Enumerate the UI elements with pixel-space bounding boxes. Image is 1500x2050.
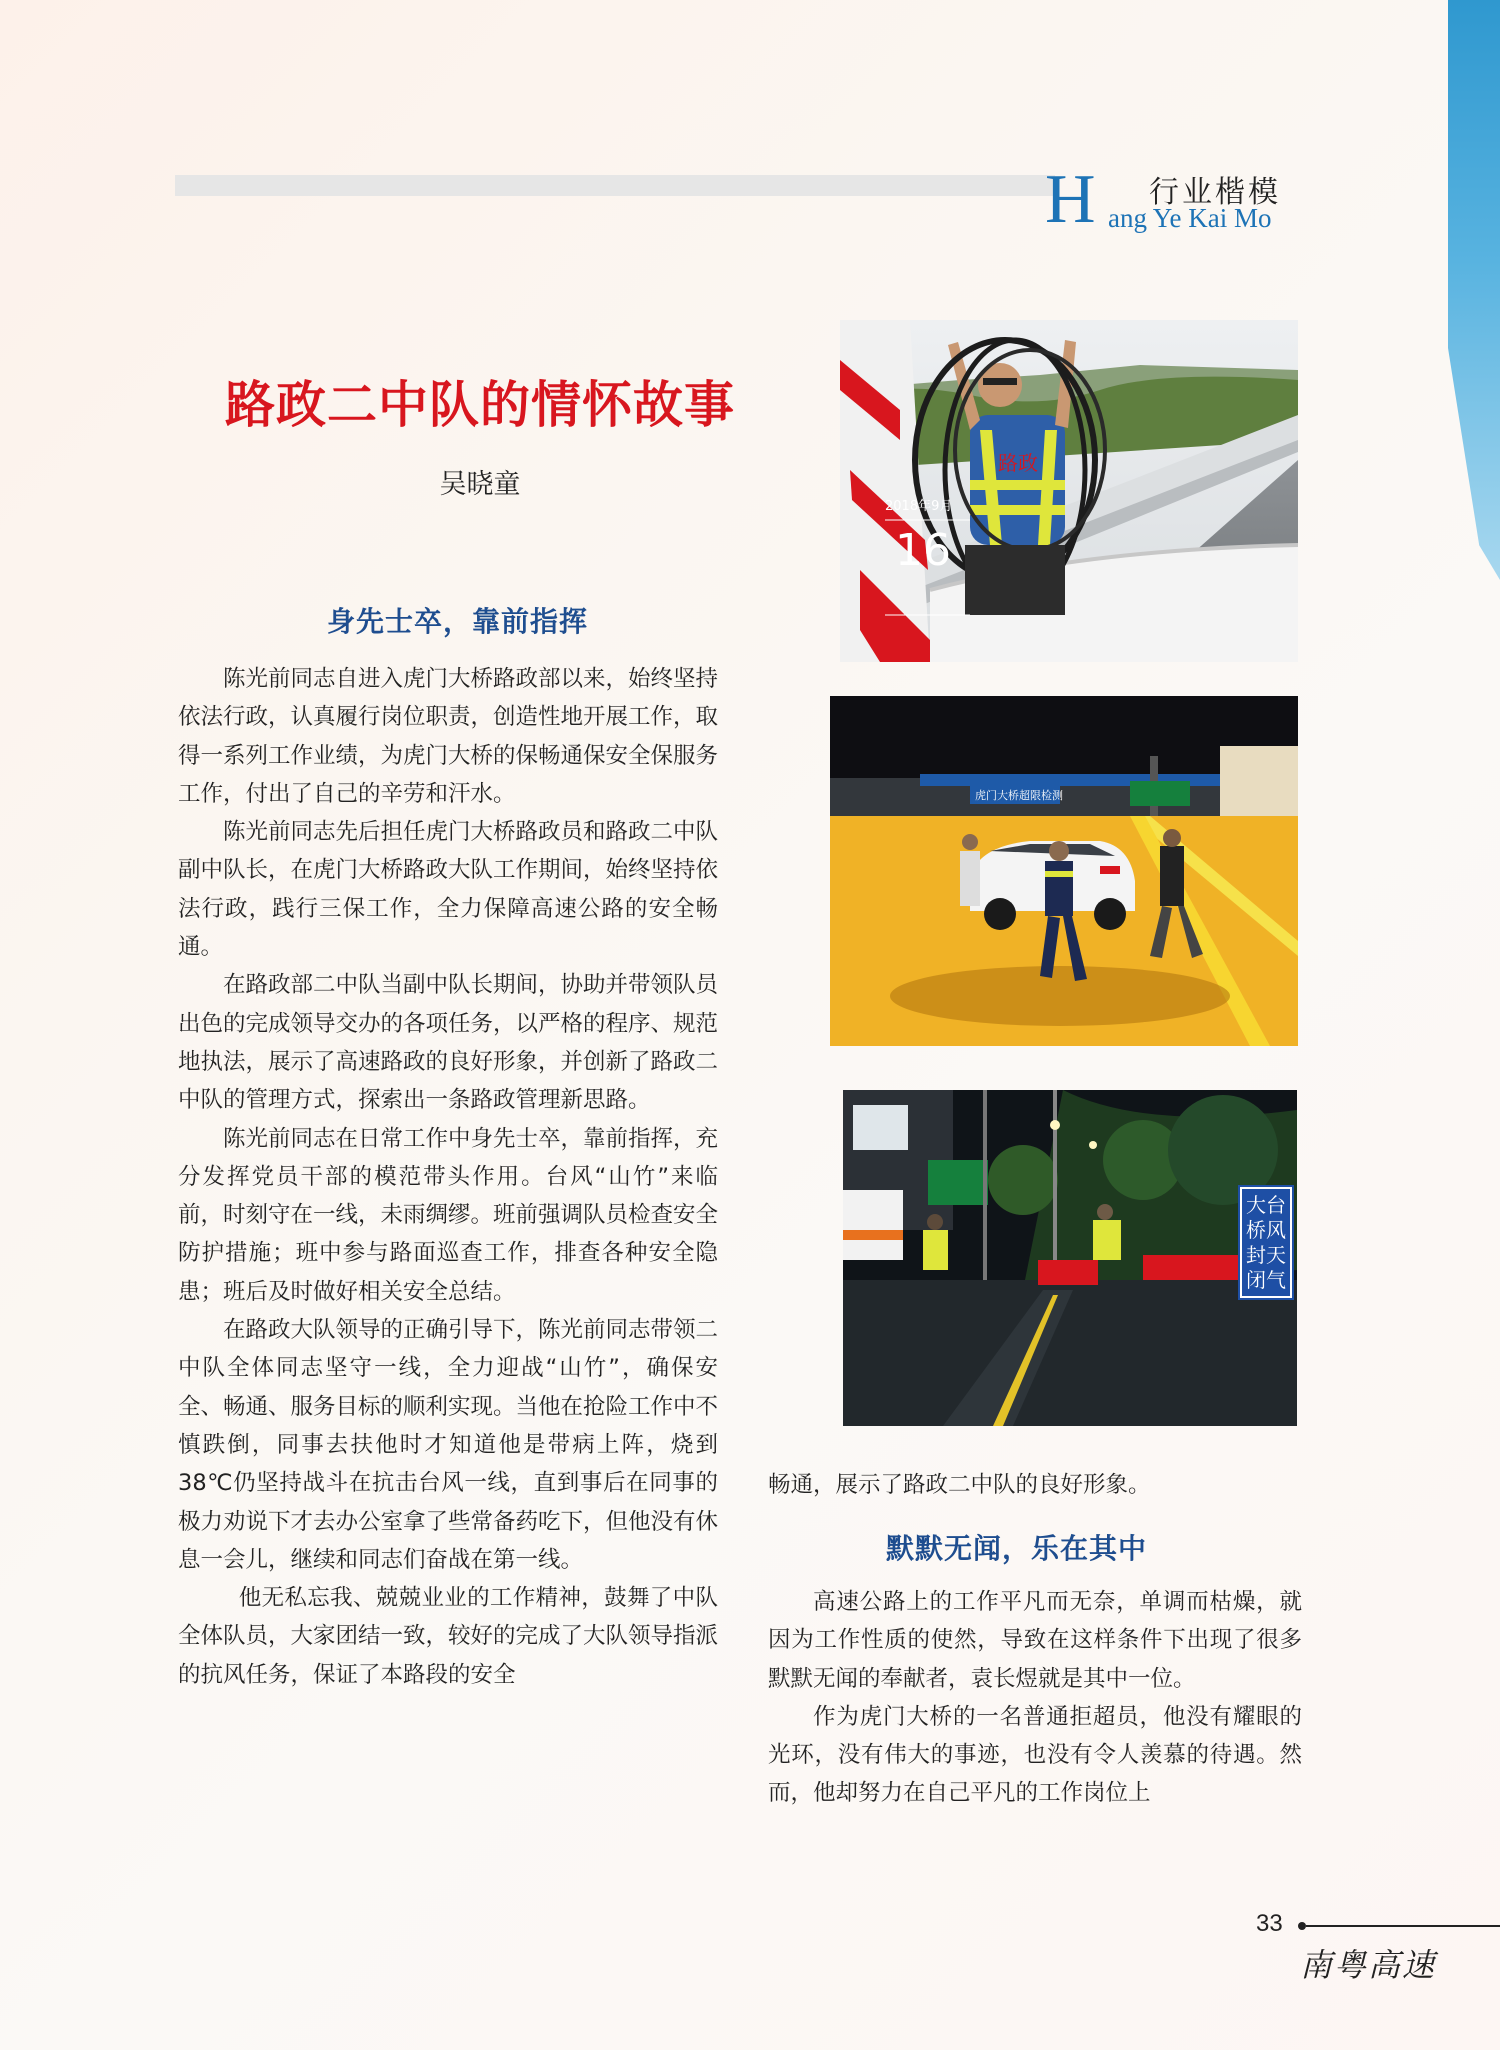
article-author: 吴晓童 bbox=[439, 469, 521, 500]
paragraph-continuation: 畅通，展示了路政二中队的良好形象。 bbox=[768, 1472, 1151, 1498]
header-pinyin: ang Ye Kai Mo bbox=[1108, 203, 1272, 233]
header-title: 行业楷模 bbox=[1149, 175, 1281, 210]
photo-day: 16 bbox=[895, 525, 951, 576]
header-initial: H bbox=[1045, 161, 1096, 238]
footer-rule bbox=[1306, 1925, 1500, 1927]
paragraph: 在路政部二中队当副中队长期间，协助并带领队员出色的完成领导交办的各项任务，以严格的程序、规范地执法，展示了高速路政的良好形象，并创新了路政二中队的管理方式，探索出一条路政管理新思路。 bbox=[178, 972, 719, 1114]
warning-sign-line: 封天 bbox=[1246, 1243, 1286, 1267]
paragraph: 他无私忘我、兢兢业业的工作精神，鼓舞了中队全体队员，大家团结一致，较好的完成了大队领导指派的抗风任务，保证了本路段的安全 bbox=[178, 1585, 719, 1688]
photo-pushing-car-at-toll bbox=[830, 696, 1298, 1046]
toll-sign-text: 虎门大桥超限检测 bbox=[975, 789, 1063, 802]
section-heading-2: 默默无闻，乐在其中 bbox=[886, 1532, 1148, 1565]
left-column bbox=[178, 660, 718, 1694]
photo-typhoon-road-closure bbox=[843, 1090, 1297, 1426]
paragraph: 陈光前同志在日常工作中身先士卒，靠前指挥，充分发挥党员干部的模范带头作用。台风“山竹”来临前，时刻守在一线，未雨绸缪。班前强调队员检查安全防护措施；班中参与路面巡查工作，排查各种安全隐患；班后及时做好相关安全总结。 bbox=[178, 1125, 719, 1305]
paragraph: 作为虎门大桥的一名普通拒超员，他没有耀眼的光环，没有伟大的事迹，也没有令人羡慕的待遇。然而，他却努力在自己平凡的工作岗位上 bbox=[768, 1703, 1302, 1807]
paragraph: 高速公路上的工作平凡而无奈，单调而枯燥，就因为工作性质的使然，导致在这样条件下出现了很多默默无闻的奉献者，袁长煜就是其中一位。 bbox=[768, 1589, 1302, 1692]
article-title: 路政二中队的情怀故事 bbox=[225, 375, 735, 434]
decorative-blue-band bbox=[1448, 0, 1500, 580]
paragraph: 在路政大队领导的正确引导下，陈光前同志带领二中队全体同志坚守一线，全力迎战“山竹”，确保安全、畅通、服务目标的顺利实现。当他在抢险工作中不慎跌倒，同事去扶他时才知道他是带病上阵，烧到38℃仍坚持战斗在抗击台风一线，直到事后在同事的极力劝说下才去办公室拿了些常备药吃下，但他没有休息一会儿，继续和同志们奋战在第一线。 bbox=[178, 1317, 719, 1573]
footer-dot bbox=[1298, 1922, 1306, 1930]
right-column bbox=[768, 1466, 1302, 1504]
header-bar bbox=[175, 175, 1055, 196]
warning-sign-line: 闭气 bbox=[1246, 1268, 1286, 1292]
section-heading-1: 身先士卒，靠前指挥 bbox=[327, 605, 589, 638]
column-header bbox=[1045, 161, 1345, 238]
right-column-body bbox=[768, 1583, 1302, 1813]
page-number: 33 bbox=[1256, 1910, 1283, 1937]
vest-text: 路政 bbox=[998, 451, 1038, 475]
photo-officer-with-cables bbox=[840, 320, 1298, 662]
paragraph: 陈光前同志自进入虎门大桥路政部以来，始终坚持依法行政，认真履行岗位职责，创造性地开展工作，取得一系列工作业绩，为虎门大桥的保畅通保安全保服务工作，付出了自己的辛劳和汗水。 bbox=[178, 666, 719, 807]
warning-sign-line: 大台 bbox=[1246, 1193, 1286, 1217]
warning-sign-line: 桥风 bbox=[1246, 1218, 1286, 1242]
photo-date: 2018年9月 bbox=[885, 499, 953, 514]
magazine-logo: 南粤高速 bbox=[1300, 1946, 1437, 1984]
paragraph: 陈光前同志先后担任虎门大桥路政员和路政二中队副中队长，在虎门大桥路政大队工作期间，始终坚持依法行政，践行三保工作，全力保障高速公路的安全畅通。 bbox=[178, 819, 719, 961]
